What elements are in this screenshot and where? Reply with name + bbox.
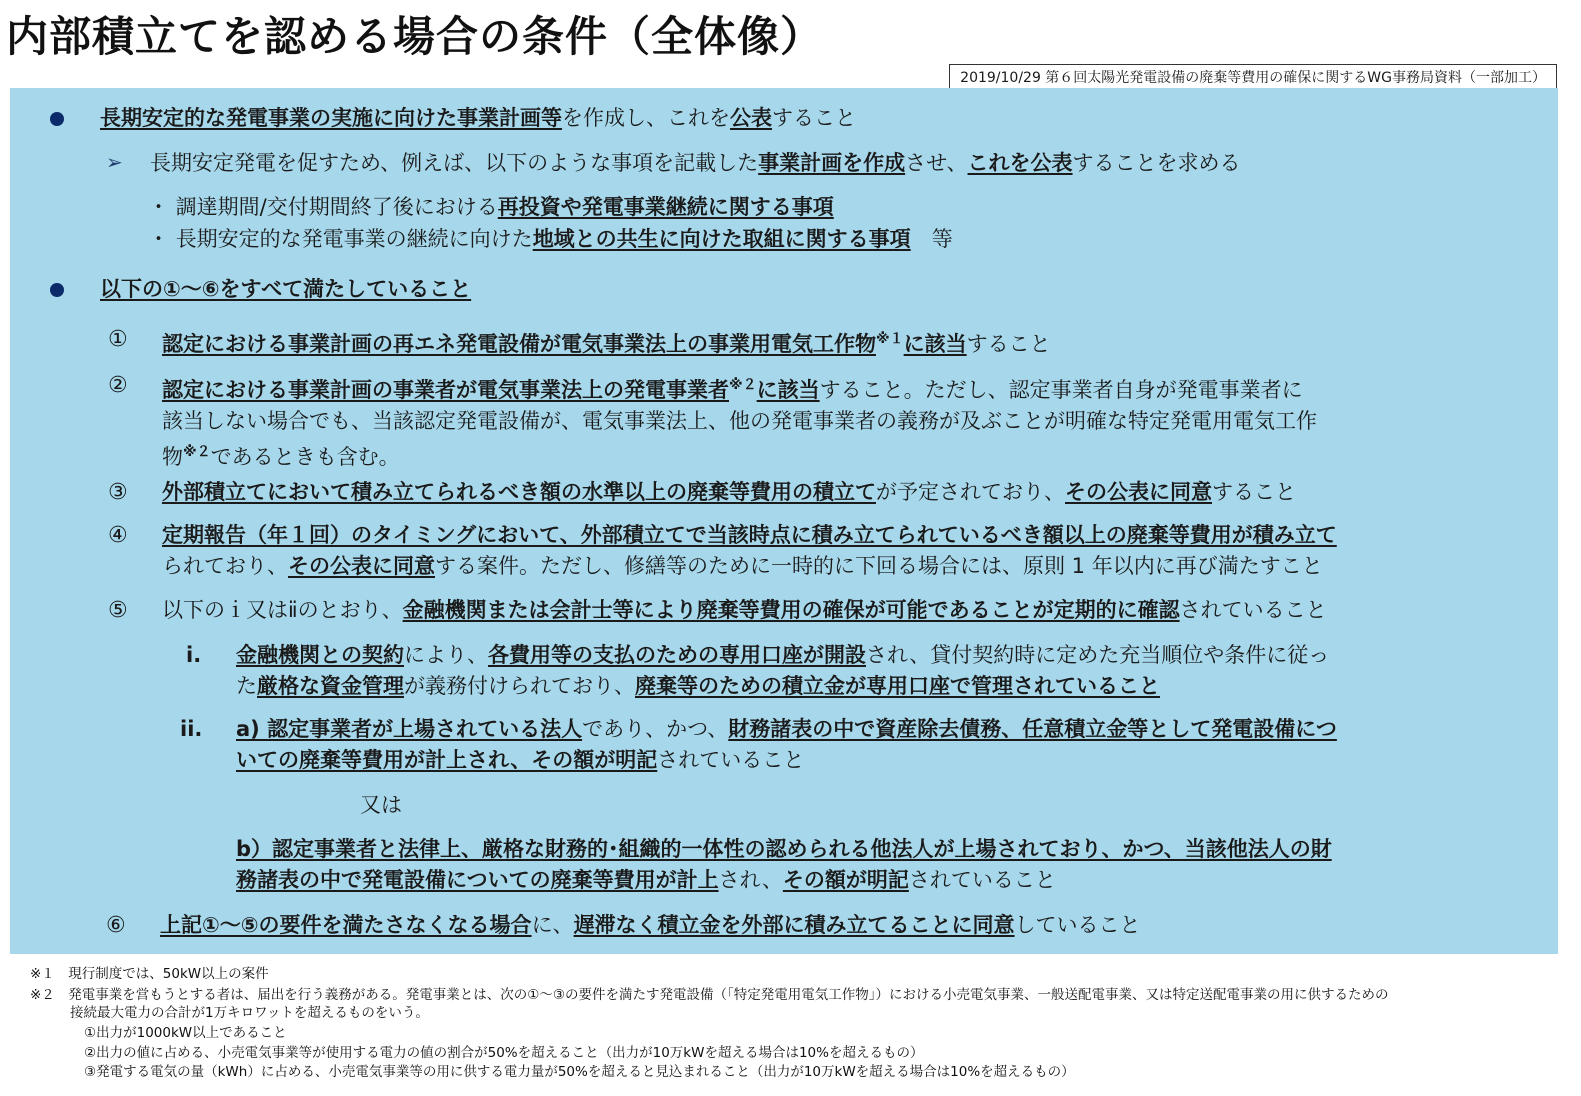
item-3-text: 外部積立てにおいて積み立てられるべき額の水準以上の廃棄等費用の積立てが予定されており、その公表に同意すること bbox=[162, 480, 1296, 504]
sub-sub-item-2: ・ 長期安定的な発電事業の継続に向けた地域との共生に向けた取組に関する事項 等 bbox=[148, 227, 953, 251]
footnote-2-cond-3: ③発電する電気の量（kWh）に占める、小売電気事業等の用に供する電力量が50%を超えると見込まれること（出力が10万kWを超える場合は10%を超えるもの） bbox=[84, 1064, 1075, 1080]
item-5-ii-a-text: a) 認定事業者が上場されている法人であり、かつ、財務諸表の中で資産除去債務、任意積立金等として発電設備につ いての廃棄等費用が計上され、その額が明記されていること bbox=[236, 717, 1337, 772]
item-number-2: ② bbox=[108, 373, 128, 398]
or-connector: 又は bbox=[360, 793, 402, 817]
item-number-5: ⑤ bbox=[108, 598, 128, 623]
bullet-1-text: 長期安定的な発電事業の実施に向けた事業計画等を作成し、これを公表すること bbox=[100, 106, 856, 130]
item-number-3: ③ bbox=[108, 480, 128, 505]
item-5-text: 以下のｉ又はⅱのとおり、金融機関または会計士等により廃棄等費用の確保が可能であることが定期的に確認されていること bbox=[162, 598, 1327, 622]
sub-item-1-text: 長期安定発電を促すため、例えば、以下のような事項を記載した事業計画を作成させ、これを公表することを求める bbox=[150, 151, 1241, 175]
item-2-text: 認定における事業計画の事業者が電気事業法上の発電事業者$^{※2}$に該当すること。ただし、認定事業者自身が発電事業者に 該当しない場合でも、当該認定発電設備が、電気事業法上、他の発電事業者の義務が及ぶことが明確な特定発電用電気工作 物$^{※2}$であるときも含む。 bbox=[162, 377, 1317, 469]
footnote-2-cond-1: ①出力が1000kW以上であること bbox=[84, 1025, 287, 1041]
sub-sub-item-1: ・ 調達期間/交付期間終了後における再投資や発電事業継続に関する事項 bbox=[148, 195, 834, 219]
arrow-right-icon: ➢ bbox=[106, 150, 123, 174]
subitem-label-i: i. bbox=[186, 643, 202, 667]
footnote-2-cond-2: ②出力の値に占める、小売電気事業等が使用する電力の値の割合が50%を超えること（出力が10万kWを超える場合は10%を超えるもの） bbox=[84, 1045, 924, 1061]
item-number-4: ④ bbox=[108, 523, 128, 548]
item-1-text: 認定における事業計画の再エネ発電設備が電気事業法上の事業用電気工作物$^{※1}$に該当すること bbox=[162, 331, 1051, 356]
footnote-2-cont: 接続最大電力の合計が1万キロワットを超えるものをいう。 bbox=[70, 1005, 429, 1021]
subitem-label-ii: ii. bbox=[180, 717, 203, 741]
bullet-2-text: 以下の①～⑥をすべて満たしていること bbox=[100, 277, 472, 301]
item-number-1: ① bbox=[108, 327, 128, 352]
item-4-text: 定期報告（年１回）のタイミングにおいて、外部積立てで当該時点に積み立てられているべき額以上の廃棄等費用が積み立て られており、その公表に同意する案件。ただし、修繕等のために一時的に下回る場合には、原則 1 年以内に再び満たすこと bbox=[162, 523, 1337, 578]
bullet-icon bbox=[50, 283, 64, 297]
item-5-i-text: 金融機関との契約により、各費用等の支払のための専用口座が開設され、貸付契約時に定めた充当順位や条件に従っ た厳格な資金管理が義務付けられており、廃棄等のための積立金が専用口座で管理されていること bbox=[236, 643, 1330, 698]
source-citation: 2019/10/29 第６回太陽光発電設備の廃棄等費用の確保に関するWG事務局資料（一部加工） bbox=[949, 64, 1557, 90]
item-6-text: 上記①～⑤の要件を満たさなくなる場合に、遅滞なく積立金を外部に積み立てることに同意していること bbox=[160, 913, 1141, 937]
bullet-icon bbox=[50, 112, 64, 126]
page-title: 内部積立てを認める場合の条件（全体像） bbox=[6, 12, 824, 61]
footnote-2: ※２ 発電事業を営もうとする者は、届出を行う義務がある。発電事業とは、次の①～③の要件を満たす発電設備（「特定発電用電気工作物」）における小売電気事業、一般送配電事業、又は特定送配電事業の用に供するための bbox=[30, 987, 1389, 1003]
conditions-panel bbox=[10, 88, 1558, 954]
item-5-ii-b-text: b）認定事業者と法律上、厳格な財務的･組織的一体性の認められる他法人が上場されており、かつ、当該他法人の財 務諸表の中で発電設備についての廃棄等費用が計上され、その額が明記されていること bbox=[236, 837, 1332, 892]
footnote-1: ※１ 現行制度では、50kW以上の案件 bbox=[30, 966, 269, 982]
item-number-6: ⑥ bbox=[106, 913, 126, 938]
